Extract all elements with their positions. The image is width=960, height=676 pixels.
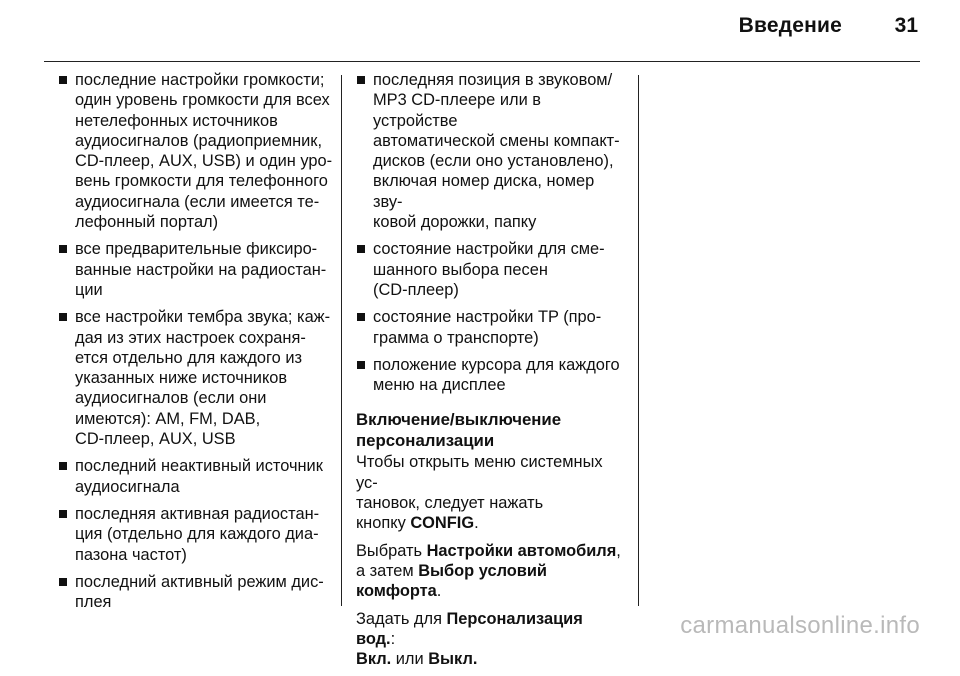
paragraph-set-personalization: Задать для Персонализация вод.: Вкл. или Выкл. <box>356 609 583 669</box>
list-item: все настройки тембра звука; каж- дая из этих настроек сохраня- ется отдельно для каждого из указанных ниже источников аудиосигналов (если они имеются): AM, FM, DAB, CD-плеер, AUX, USB <box>58 307 333 449</box>
bullet-square-icon <box>59 462 67 470</box>
list-item: состояние настройки для сме- шанного выбора песен (CD-плеер) <box>356 239 626 300</box>
bullet-square-icon <box>59 245 67 253</box>
left-bullet-list <box>58 70 333 612</box>
left-column <box>58 70 333 619</box>
right-bullet-list <box>356 70 626 395</box>
config-key-label: CONFIG <box>410 514 475 533</box>
list-item: последний активный режим дис- плея <box>58 572 333 613</box>
list-item: последняя позиция в звуковом/ MP3 CD-плеере или в устройстве автоматической смены компакт- дисков (если оно установлено), включая номер диска, номер зву- ковой дорожки, папку <box>356 70 626 232</box>
header-divider <box>44 61 920 62</box>
section-heading: Включение/выключение персонализации <box>356 410 562 451</box>
option-off-label: Выкл. <box>428 650 478 669</box>
bullet-square-icon <box>59 313 67 321</box>
menu-item-personalization: Персонализация вод. <box>356 609 583 648</box>
page-title: Введение <box>738 14 842 37</box>
column-divider-right <box>638 75 639 606</box>
bullet-square-icon <box>357 76 365 84</box>
list-item: положение курсора для каждого меню на дисплее <box>356 355 626 396</box>
bullet-square-icon <box>357 313 365 321</box>
option-on-label: Вкл. <box>356 650 392 669</box>
bullet-square-icon <box>59 578 67 586</box>
page-number: 31 <box>894 14 918 37</box>
list-item: все предварительные фиксиро- ванные настройки на радиостан- ции <box>58 239 333 300</box>
bullet-square-icon <box>357 245 365 253</box>
bullet-square-icon <box>59 510 67 518</box>
list-item: последние настройки громкости; один уровень громкости для всех нетелефонных источников аудиосигналов (радиоприемник, CD-плеер, AUX, USB) и один уро- вень громкости для телефонного аудиосигнала (если имеется те- лефонный портал) <box>58 70 333 232</box>
list-item: последний неактивный источник аудиосигнала <box>58 456 333 497</box>
paragraph-open-menu: Чтобы открыть меню системных ус- тановок, следует нажать кнопку CONFIG. <box>356 453 603 533</box>
list-item: последняя активная радиостан- ция (отдельно для каждого диа- пазона частот) <box>58 504 333 565</box>
menu-item-comfort-settings: Выбор условий комфорта <box>356 561 547 601</box>
bullet-square-icon <box>357 361 365 369</box>
watermark: carmanualsonline.info <box>680 612 920 639</box>
menu-item-vehicle-settings: Настройки автомобиля <box>426 541 617 560</box>
paragraph-select-menu: Выбрать Настройки автомобиля, а затем Выбор условий комфорта. <box>356 541 621 601</box>
right-column <box>356 70 626 676</box>
list-item: состояние настройки TP (про- грамма о транспорте) <box>356 307 626 348</box>
bullet-square-icon <box>59 76 67 84</box>
column-divider-left <box>341 75 342 606</box>
